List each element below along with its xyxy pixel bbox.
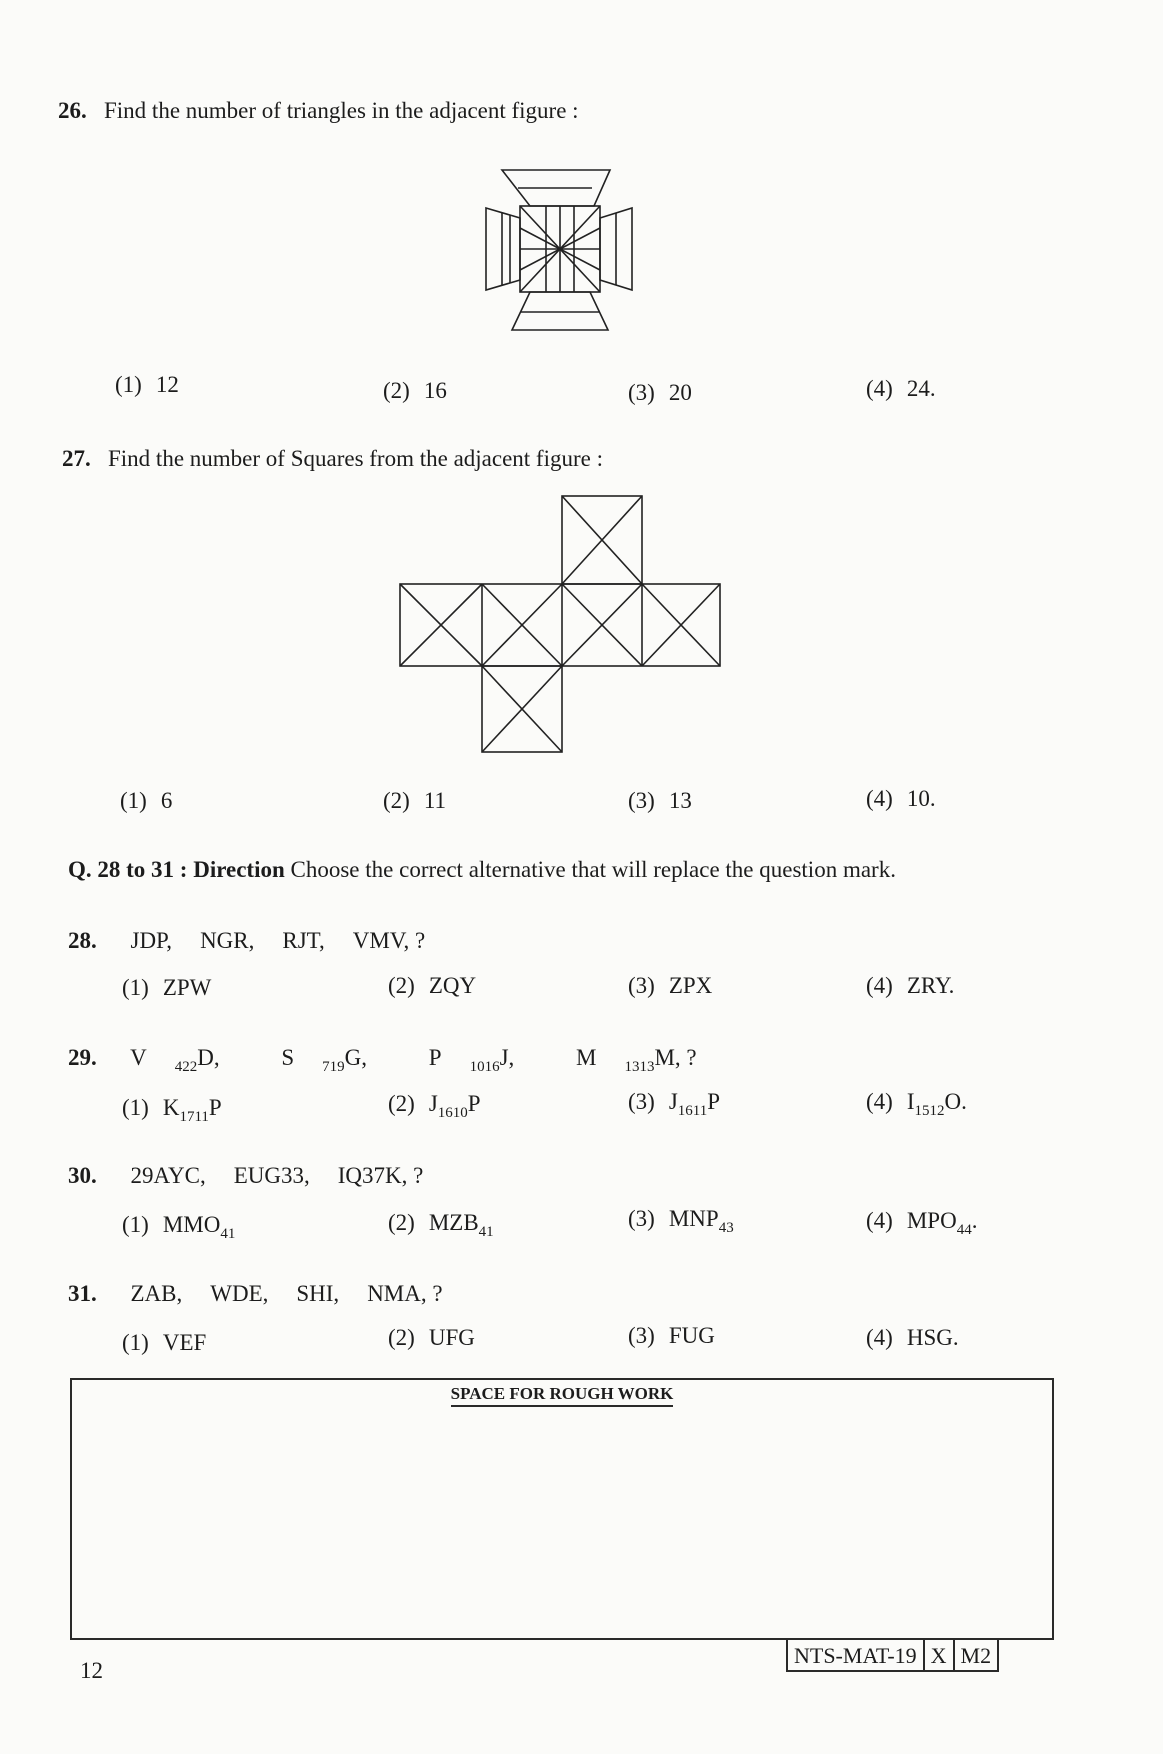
q26-triangle-figure	[484, 168, 636, 332]
q31-sequence: 31. ZAB, WDE, SHI, NMA, ?	[68, 1281, 443, 1306]
paper-code-set: M2	[953, 1638, 1000, 1672]
q31-option-3[interactable]: (3) FUG	[628, 1323, 715, 1348]
direction-label: Q. 28 to 31 : Direction	[68, 857, 285, 882]
q26-option-1[interactable]: (1) 12	[115, 372, 179, 397]
q31-option-4[interactable]: (4) HSG.	[866, 1325, 959, 1350]
q26-option-4[interactable]: (4) 24.	[866, 376, 936, 401]
q26-option-3[interactable]: (3) 20	[628, 380, 692, 405]
q30-option-3[interactable]: (3) $MNP_{43}$	[628, 1206, 734, 1236]
direction-text	[68, 857, 896, 883]
q30-option-4[interactable]: (4) $MPO_{44}$.	[866, 1208, 978, 1238]
q26-option-2[interactable]: (2) 16	[383, 378, 447, 403]
q29-option-2[interactable]: (2) $J_{1610}P$	[388, 1091, 481, 1121]
q27-option-1[interactable]: (1) 6	[120, 788, 173, 813]
q30-option-1[interactable]: (1) $MMO_{41}$	[122, 1212, 236, 1242]
q31-option-2[interactable]: (2) UFG	[388, 1325, 475, 1350]
q27-text	[62, 446, 603, 472]
q27-question: Find the number of Squares from the adjacent figure :	[108, 446, 603, 471]
page-number: 12	[80, 1658, 103, 1683]
q28-option-2[interactable]: (2) ZQY	[388, 973, 477, 998]
q30-option-2[interactable]: (2) $MZB_{41}$	[388, 1210, 494, 1240]
q28-option-1[interactable]: (1) ZPW	[122, 975, 212, 1000]
paper-code-class: X	[923, 1638, 955, 1672]
rough-work-box	[70, 1378, 1054, 1640]
q29-option-4[interactable]: (4) $I_{1512}O$.	[866, 1089, 967, 1119]
q27-option-4[interactable]: (4) 10.	[866, 786, 936, 811]
q28-option-4[interactable]: (4) ZRY.	[866, 973, 955, 998]
paper-code	[788, 1638, 999, 1672]
q27-option-2[interactable]: (2) 11	[383, 788, 446, 813]
q31-option-1[interactable]: (1) VEF	[122, 1330, 207, 1355]
q29-option-1[interactable]: (1) $K_{1711}P$	[122, 1095, 222, 1125]
q27-option-3[interactable]: (3) 13	[628, 788, 692, 813]
q26-text	[58, 98, 579, 124]
q27-square-figure	[396, 494, 726, 760]
q30-sequence: 30. 29AYC, EUG33, IQ37K, ?	[68, 1163, 424, 1188]
q28-sequence: 28. JDP, NGR, RJT, VMV, ?	[68, 928, 426, 953]
direction-body: Choose the correct alternative that will replace the question mark.	[290, 857, 896, 882]
q26-number: 26.	[58, 98, 87, 123]
q26-question: Find the number of triangles in the adjacent figure :	[104, 98, 579, 123]
q27-number: 27.	[62, 446, 91, 471]
rough-work-title: SPACE FOR ROUGH WORK	[72, 1380, 1052, 1404]
q28-option-3[interactable]: (3) ZPX	[628, 973, 713, 998]
paper-code-exam: NTS-MAT-19	[786, 1638, 925, 1672]
q29-option-3[interactable]: (3) $J_{1611}P$	[628, 1089, 721, 1119]
q29-sequence: 29. V $_{422}$D, S $_{719}$G, P $_{1016}$J, M $_{1313}$M, ?	[68, 1045, 697, 1075]
